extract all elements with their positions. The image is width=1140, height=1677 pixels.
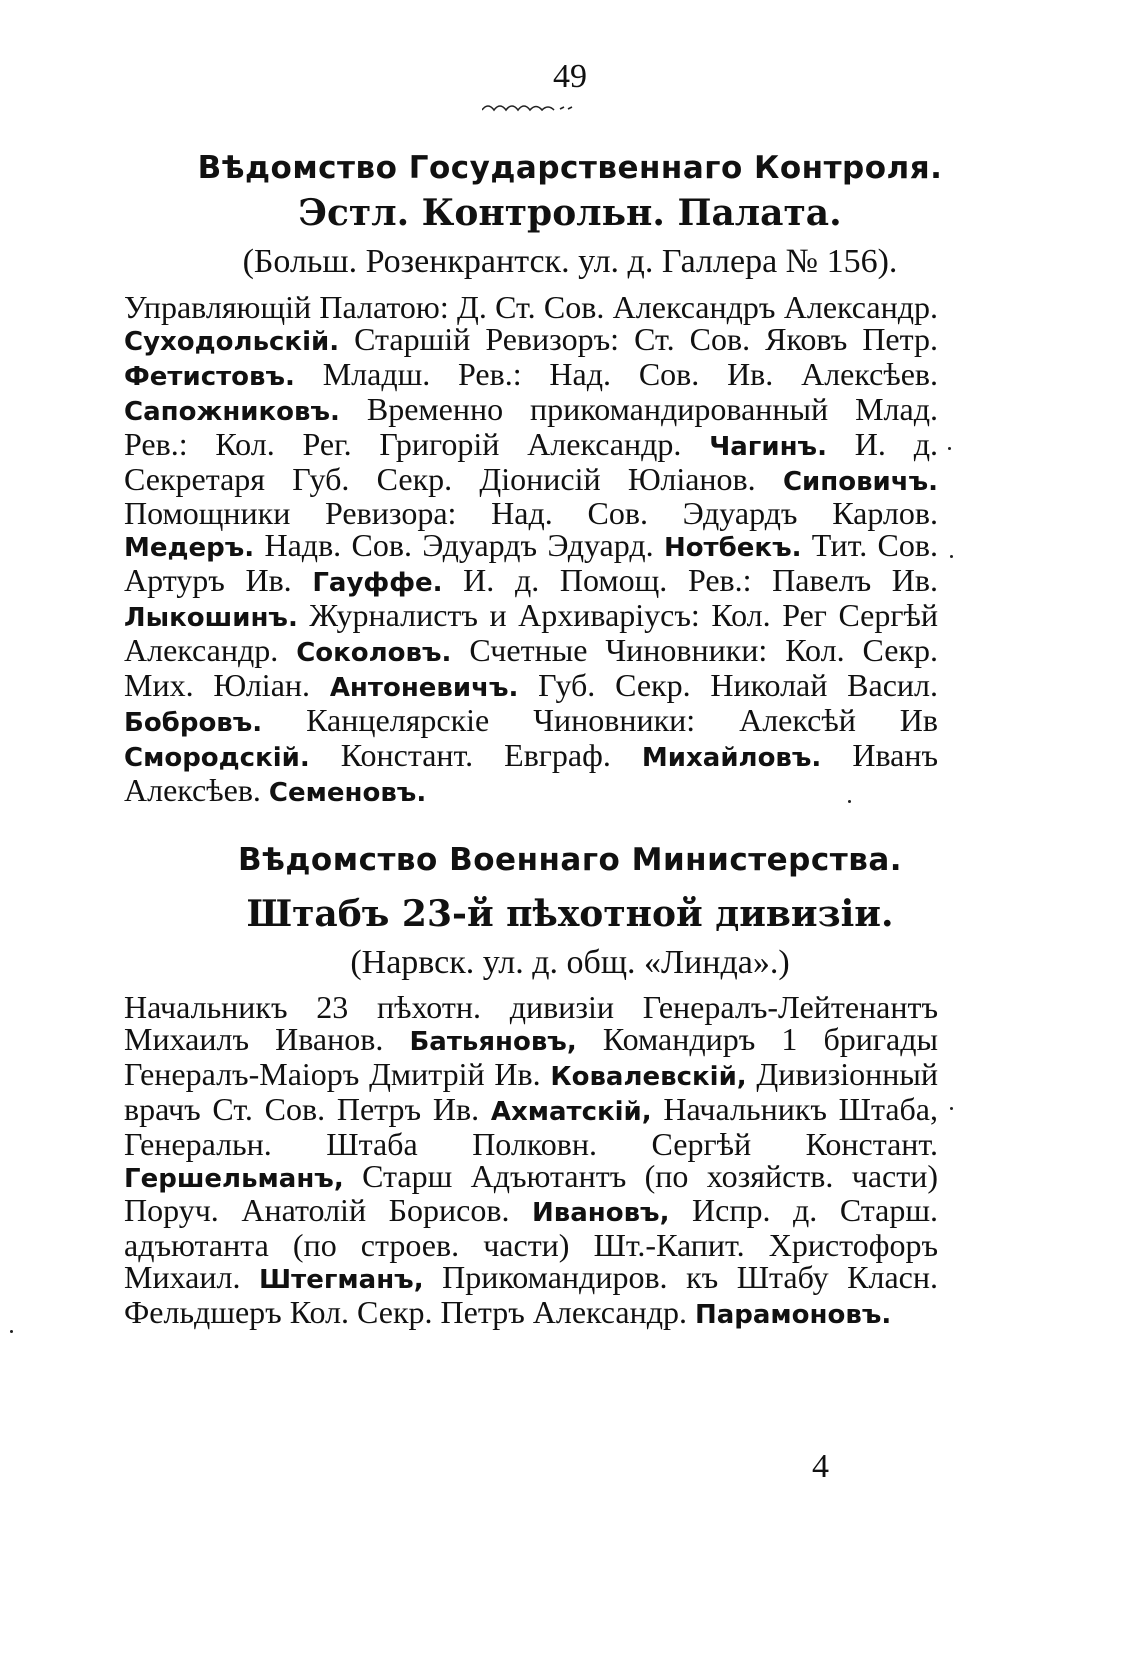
section-body-2 bbox=[124, 989, 939, 1332]
surname: Фетистовъ. bbox=[124, 361, 295, 392]
section-body-1 bbox=[124, 289, 939, 810]
surname: Гауффе. bbox=[312, 568, 443, 599]
surname: Гершельманъ, bbox=[124, 1163, 344, 1194]
body-text-run: Констант. Евграф. bbox=[309, 736, 642, 773]
address-2: (Нарвск. ул. д. общ. «Линда».) bbox=[350, 944, 790, 981]
surname: Михайловъ. bbox=[641, 742, 822, 773]
surname: Сапожниковъ. bbox=[124, 396, 340, 427]
body-text-run: Журналистъ и Архиваріусъ: Кол. Рег Сергѣй Александр. bbox=[124, 597, 938, 669]
body-text-run: Начальникъ Штаба, Генеральн. Штаба Полковн. Сергѣй Констант. bbox=[124, 1090, 939, 1162]
body-text-run: Надв. Сов. Эдуардъ Эдуард. bbox=[254, 527, 664, 564]
body-text-run: Командиръ 1 бригады Генералъ-Маіоръ Дмитрій Ив. bbox=[124, 1020, 939, 1092]
surname: Антоневичъ. bbox=[329, 672, 519, 703]
department-heading-1: Вѣдомство Государственнаго Контроля. bbox=[197, 150, 943, 186]
department-heading-2: Вѣдомство Военнаго Министерства. bbox=[237, 842, 903, 878]
body-text-run: Дивизіонный врачъ Ст. Сов. Петръ Ив. bbox=[124, 1055, 938, 1127]
surname: Чагинъ. bbox=[709, 431, 827, 462]
surname: Парамоновъ. bbox=[694, 1300, 892, 1331]
body-text-run: Тит. Сов. Артуръ Ив. bbox=[124, 527, 939, 599]
office-title-1: Эстл. Контрольн. Палата. bbox=[298, 192, 842, 234]
body-text-run: Помощники Ревизора: Над. Сов. Эдуардъ Карлов. bbox=[124, 495, 938, 532]
surname: Нотбекъ. bbox=[663, 533, 802, 564]
surname: Лыкошинъ. bbox=[124, 603, 298, 634]
speck bbox=[950, 1107, 953, 1110]
surname: Медеръ. bbox=[124, 533, 255, 564]
surname: Соколовъ. bbox=[296, 638, 452, 669]
body-text-run: Канцелярскіе Чиновники: Алексѣй Ив bbox=[262, 701, 938, 738]
body-text-run: Иванъ Алексѣев. bbox=[124, 736, 939, 808]
body-text-run: И. д. Помощ. Рев.: Павелъ Ив. bbox=[442, 562, 939, 599]
body-text-run: Начальникъ 23 пѣхотн. дивизіи Генералъ-Лейтенантъ Михаилъ Иванов. bbox=[124, 989, 938, 1057]
surname: Бобровъ. bbox=[124, 707, 263, 738]
speck bbox=[10, 1330, 13, 1333]
body-text-run: Младш. Рев.: Над. Сов. Ив. Алексѣев. bbox=[294, 355, 938, 392]
body-text-run: Губ. Секр. Николай Васил. bbox=[518, 666, 939, 703]
address-1: (Больш. Розенкрантск. ул. д. Галлера № 156). bbox=[242, 243, 898, 280]
body-text-run: Временно прикомандированный Млад. Рев.: Кол. Рег. Григорій Александр. bbox=[124, 390, 938, 462]
office-title-2: Штабъ 23-й пѣхотной дивизіи. bbox=[246, 893, 894, 935]
surname: Смородскій. bbox=[124, 742, 310, 773]
surname: Штегманъ, bbox=[259, 1265, 424, 1296]
surname: Сиповичъ. bbox=[782, 466, 938, 497]
surname: Ивановъ, bbox=[532, 1198, 670, 1229]
surname: Ахматскій, bbox=[490, 1096, 652, 1127]
page-number: 49 bbox=[553, 58, 587, 95]
body-text-run: Старшій Ревизоръ: Ст. Сов. Яковъ Петр. bbox=[339, 320, 938, 357]
surname: Батьяновъ, bbox=[409, 1026, 577, 1057]
ornament-divider bbox=[482, 100, 578, 112]
body-text-run: Прикомандиров. къ Штабу Класн. Фельдшеръ Кол. Секр. Петръ Александр. bbox=[124, 1259, 939, 1331]
speck bbox=[848, 800, 851, 803]
surname: Ковалевскій, bbox=[550, 1061, 747, 1092]
surname: Семеновъ. bbox=[268, 777, 427, 808]
speck bbox=[950, 555, 953, 558]
sheet-signature-mark: 4 bbox=[812, 1448, 829, 1485]
speck bbox=[948, 447, 951, 450]
body-text-run: Управляющій Палатою: Д. Ст. Сов. Александръ Александр. bbox=[124, 289, 938, 325]
body-text-run: Счетные Чиновники: Кол. Секр. Мих. Юліан. bbox=[124, 632, 939, 703]
surname: Суходольскій. bbox=[124, 326, 340, 357]
body-text-run: Старш Адъютантъ (по хозяйств. части) Поруч. Анатолій Борисов. bbox=[124, 1157, 938, 1229]
body-text-run: И. д. Секретаря Губ. Секр. Діонисій Юліанов. bbox=[124, 425, 939, 497]
body-text-run: Испр. д. Старш. адъютанта (по строев. части) Шт.-Капит. Христофоръ Михаил. bbox=[124, 1192, 939, 1296]
